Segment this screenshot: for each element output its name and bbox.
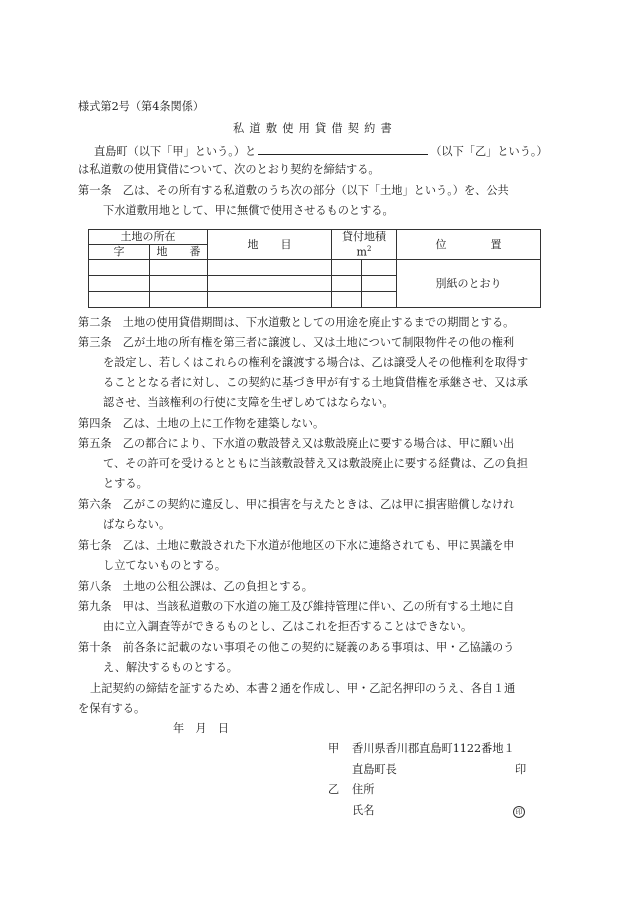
closing-line-2: を保有する。: [78, 702, 146, 715]
chiban-header: 地 番: [150, 245, 208, 260]
table-cell: [332, 292, 362, 308]
table-cell: [362, 292, 397, 308]
table-cell: [89, 260, 150, 276]
document-title: 私道敷使用貸借契約書: [233, 122, 397, 135]
area-label: 貸付地積: [342, 229, 386, 243]
article-5-line-2: て、その許可を受けるとともに当該敷設替え又は敷設廃止に要する経費は、乙の負担: [103, 457, 528, 470]
table-cell: [150, 292, 208, 308]
article-3-line-1: 第三条 乙が土地の所有権を第三者に譲渡し、又は土地について制限物件その他の権利: [78, 336, 515, 349]
article-3-line-4: 認させ、当該権利の行使に支障を生ぜしめてはならない。: [103, 396, 394, 409]
table-cell: [332, 276, 362, 292]
table-cell: [89, 276, 150, 292]
article-5-line-3: とする。: [103, 477, 148, 490]
contract-date: 年 月 日: [173, 722, 229, 735]
article-6-line-2: ばならない。: [103, 518, 171, 531]
form-label: 様式第2号（第4条関係）: [78, 100, 205, 113]
table-cell: [362, 260, 397, 276]
article-8-line-1: 第八条 土地の公租公課は、乙の負担とする。: [78, 580, 313, 593]
article-2-line-1: 第二条 土地の使用貸借期間は、下水道敷としての用途を廃止するまでの期間とする。: [78, 316, 515, 329]
kou-name: 直島町長: [352, 763, 397, 776]
intro-line-1: [94, 143, 548, 159]
otsu-address-label: 住所: [352, 783, 375, 796]
kou-seal: 印: [515, 763, 527, 776]
article-1-line-2: 下水道敷用地として、甲に無償で使用させるものとする。: [103, 204, 394, 217]
otsu-seal-stamp-icon: [513, 804, 525, 818]
table-cell: [208, 292, 332, 308]
closing-line-1: 上記契約の締結を証するため、本書２通を作成し、甲・乙記名押印のうえ、各自１通: [90, 682, 516, 695]
kou-label: 甲: [328, 742, 340, 755]
table-cell: [362, 276, 397, 292]
otsu-name-label: 氏名: [352, 804, 375, 817]
land-category-header: 地 目: [208, 230, 332, 260]
article-4-line-1: 第四条 乙は、土地の上に工作物を建築しない。: [78, 417, 325, 430]
table-cell: [208, 260, 332, 276]
area-unit-sup: 2: [366, 244, 372, 253]
area-unit: m: [356, 245, 367, 259]
table-cell: [332, 260, 362, 276]
article-6-line-1: 第六条 乙がこの契約に違反し、甲に損害を与えたときは、乙は甲に損害賠償しなけれ: [78, 498, 515, 511]
position-header: 位 置: [397, 230, 541, 260]
position-value: 別紙のとおり: [397, 260, 541, 308]
article-5-line-1: 第五条 乙の都合により、下水道の敷設替え又は敷設廃止に要する場合は、甲に願い出: [78, 437, 515, 450]
otsu-name-blank: [258, 143, 428, 155]
table-cell: [150, 276, 208, 292]
intro-post: （以下「乙」という。）: [430, 145, 548, 158]
table-cell: [89, 292, 150, 308]
article-9-line-2: 由に立入調査等ができるものとし、乙はこれを拒否することはできない。: [103, 620, 473, 633]
table-cell: [150, 260, 208, 276]
article-9-line-1: 第九条 甲は、当該私道敷の下水道の施工及び維持管理に伴い、乙の所有する土地に自: [78, 600, 515, 613]
land-table: [88, 229, 541, 308]
article-3-line-2: を設定し、若しくはこれらの権利を譲渡する場合は、乙は譲受人その他権利を取得す: [103, 356, 529, 369]
article-10-line-2: え、解決するものとする。: [103, 661, 238, 674]
area-header: [332, 230, 397, 260]
article-1-line-1: 第一条 乙は、その所有する私道敷のうち次の部分（以下「土地」という。）を、公共: [78, 184, 509, 197]
intro-line-2: は私道敷の使用貸借について、次のとおり契約を締結する。: [78, 163, 380, 176]
intro-pre: 直島町（以下「甲」という。）と: [94, 145, 257, 158]
kou-address: 香川県香川郡直島町1122番地１: [352, 742, 515, 755]
article-7-line-1: 第七条 乙は、土地に敷設された下水道が他地区の下水に連絡されても、甲に異議を申: [78, 539, 515, 552]
article-10-line-1: 第十条 前各条に記載のない事項その他この契約に疑義のある事項は、甲・乙協議のう: [78, 641, 515, 654]
aza-header: 字: [89, 245, 150, 260]
article-7-line-2: し立てないものとする。: [103, 559, 227, 572]
land-location-header: 土地の所在: [89, 230, 208, 245]
otsu-seal: 印: [513, 806, 525, 818]
table-cell: [208, 276, 332, 292]
article-3-line-3: ることとなる者に対し、この契約に基づき甲が有する土地貸借権を承継させ、又は承: [103, 376, 528, 389]
otsu-label: 乙: [328, 783, 340, 796]
